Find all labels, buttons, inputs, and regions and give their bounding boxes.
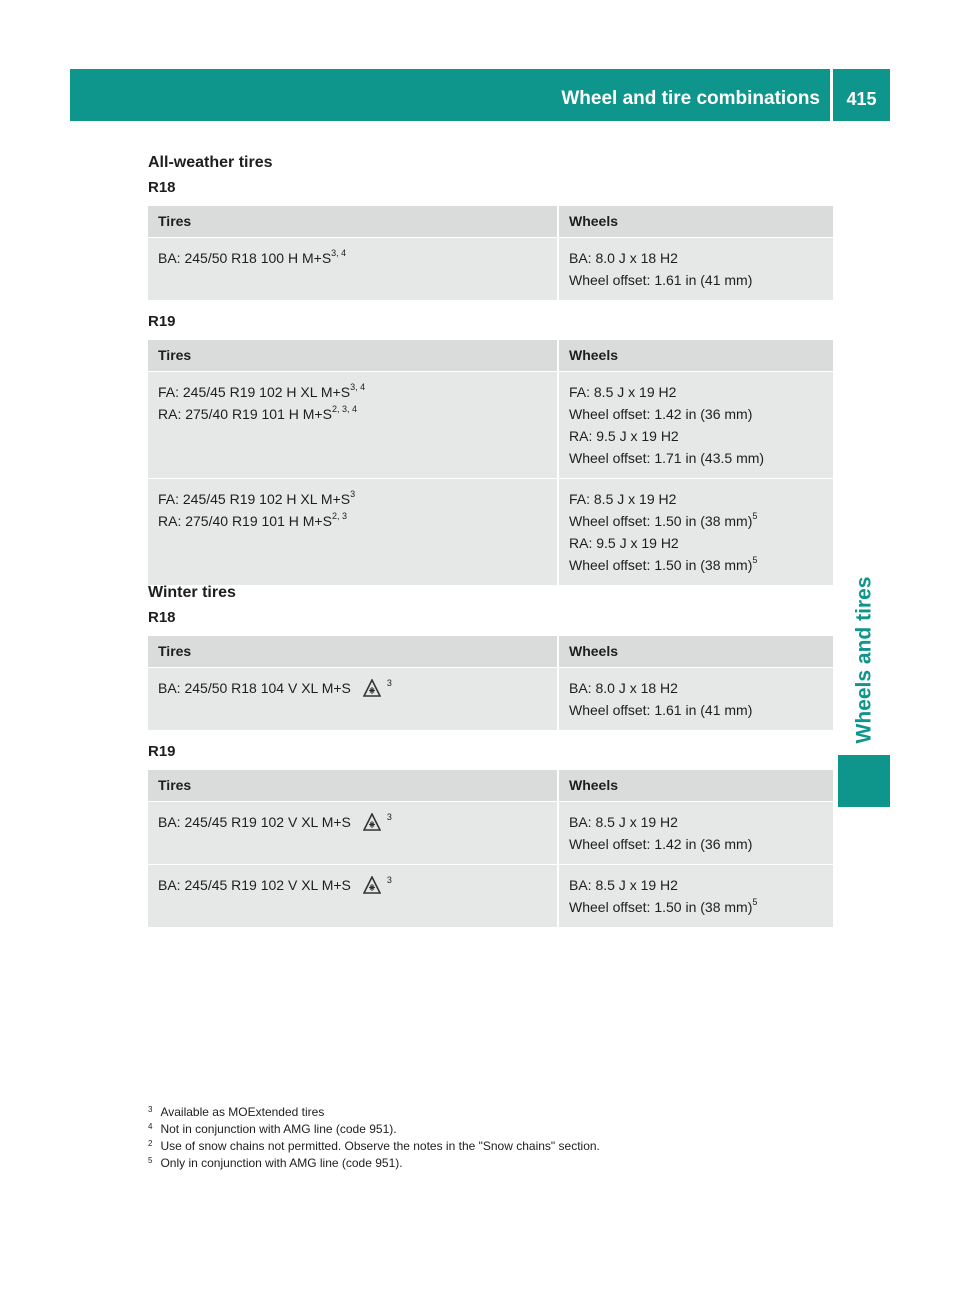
- side-tab-block: [838, 755, 890, 807]
- table-allweather-r18: [148, 206, 833, 300]
- table-header-row: [148, 636, 833, 667]
- wheel-spec: FA: 8.5 J x 19 H2: [569, 383, 677, 400]
- wheel-spec: BA: 8.0 J x 18 H2: [569, 249, 678, 266]
- snowflake-mountain-icon: [363, 813, 381, 837]
- header-title: Wheel and tire combinations: [561, 88, 820, 109]
- col-header-tires: Tires: [148, 770, 558, 801]
- tires-cell: [148, 801, 558, 864]
- subtitle-allweather-r18: R18: [148, 179, 176, 196]
- side-tab-label: [838, 560, 890, 760]
- tires-cell: [148, 237, 558, 300]
- footnote-ref: 2, 3: [331, 510, 347, 521]
- table-row: [148, 667, 833, 730]
- table-winter-r18: [148, 636, 833, 730]
- wheel-spec: BA: 8.5 J x 19 H2: [569, 876, 678, 893]
- tire-spec: FA: 245/45 R19 102 H XL M+S: [158, 490, 351, 507]
- snowflake-mountain-icon: [363, 876, 381, 900]
- col-header-wheels: Wheels: [558, 636, 833, 667]
- footnote: [148, 1104, 600, 1121]
- col-header-tires: Tires: [148, 636, 558, 667]
- side-tab-text: Wheels and tires: [852, 576, 876, 744]
- tires-cell: [148, 371, 558, 478]
- subtitle-allweather-r19: R19: [148, 313, 176, 330]
- tire-spec: BA: 245/50 R18 104 V XL M+S: [158, 679, 351, 696]
- wheel-spec: RA: 9.5 J x 19 H2: [569, 427, 679, 444]
- wheels-cell: [558, 667, 833, 730]
- footnote-ref: 3: [386, 677, 392, 688]
- col-header-wheels: Wheels: [558, 206, 833, 237]
- wheel-spec: BA: 8.0 J x 18 H2: [569, 679, 678, 696]
- tire-spec: BA: 245/50 R18 100 H M+S: [158, 249, 332, 266]
- tire-spec: BA: 245/45 R19 102 V XL M+S: [158, 876, 351, 893]
- table-header-row: [148, 770, 833, 801]
- wheel-spec: BA: 8.5 J x 19 H2: [569, 813, 678, 830]
- wheel-spec: RA: 9.5 J x 19 H2: [569, 534, 679, 551]
- col-header-wheels: Wheels: [558, 340, 833, 371]
- header-bar: [70, 69, 890, 121]
- table-row: [148, 371, 833, 478]
- footnote: [148, 1121, 600, 1138]
- footnote-ref: 2, 3, 4: [331, 403, 357, 414]
- footnote-ref: 3, 4: [331, 247, 347, 258]
- table-header-row: [148, 340, 833, 371]
- footnote-text: Not in conjunction with AMG line (code 951).: [160, 1122, 397, 1136]
- wheels-cell: [558, 801, 833, 864]
- tire-spec: BA: 245/45 R19 102 V XL M+S: [158, 813, 351, 830]
- footnote-text: Available as MOExtended tires: [160, 1105, 325, 1119]
- footnote-number: 2: [148, 1139, 153, 1148]
- section-title-winter: Winter tires: [148, 584, 236, 601]
- footnote-number: 4: [148, 1122, 153, 1131]
- table-row: [148, 801, 833, 864]
- subtitle-winter-r19: R19: [148, 743, 176, 760]
- footnote: [148, 1138, 600, 1155]
- tires-cell: [148, 864, 558, 927]
- footnote-number: 3: [148, 1105, 153, 1114]
- subtitle-winter-r18: R18: [148, 609, 176, 626]
- table-row: [148, 478, 833, 585]
- wheel-offset: Wheel offset: 1.42 in (36 mm): [569, 405, 753, 422]
- footnote-ref: 5: [752, 554, 758, 565]
- tire-spec: RA: 275/40 R19 101 H M+S: [158, 512, 332, 529]
- footnote-ref: 3: [350, 488, 356, 499]
- footnote-ref: 3, 4: [350, 381, 366, 392]
- footnotes: [148, 1104, 600, 1172]
- table-header-row: [148, 206, 833, 237]
- table-allweather-r19: [148, 340, 833, 585]
- col-header-tires: Tires: [148, 206, 558, 237]
- footnote-text: Only in conjunction with AMG line (code 951).: [160, 1156, 403, 1170]
- section-title-allweather: All-weather tires: [148, 154, 273, 171]
- wheels-cell: [558, 864, 833, 927]
- wheel-offset: Wheel offset: 1.71 in (43.5 mm): [569, 449, 765, 466]
- page-number: 415: [846, 89, 877, 109]
- snowflake-mountain-icon: [363, 679, 381, 703]
- tire-spec: FA: 245/45 R19 102 H XL M+S: [158, 383, 351, 400]
- wheel-offset: Wheel offset: 1.50 in (38 mm): [569, 898, 753, 915]
- wheels-cell: [558, 237, 833, 300]
- footnote-ref: 5: [752, 896, 758, 907]
- table-row: [148, 864, 833, 927]
- footnote-ref: 3: [386, 874, 392, 885]
- tire-spec: RA: 275/40 R19 101 H M+S: [158, 405, 332, 422]
- col-header-wheels: Wheels: [558, 770, 833, 801]
- wheels-cell: [558, 478, 833, 585]
- table-winter-r19: [148, 770, 833, 927]
- footnote: [148, 1155, 600, 1172]
- wheel-offset: Wheel offset: 1.50 in (38 mm): [569, 556, 753, 573]
- tires-cell: [148, 667, 558, 730]
- wheel-offset: Wheel offset: 1.61 in (41 mm): [569, 271, 753, 288]
- wheel-offset: Wheel offset: 1.50 in (38 mm): [569, 512, 753, 529]
- footnote-ref: 5: [752, 510, 758, 521]
- wheel-offset: Wheel offset: 1.61 in (41 mm): [569, 701, 753, 718]
- footnote-number: 5: [148, 1156, 153, 1165]
- wheels-cell: [558, 371, 833, 478]
- col-header-tires: Tires: [148, 340, 558, 371]
- footnote-ref: 3: [386, 811, 392, 822]
- footnote-text: Use of snow chains not permitted. Observe the notes in the "Snow chains" section.: [160, 1139, 600, 1153]
- wheel-spec: FA: 8.5 J x 19 H2: [569, 490, 677, 507]
- tires-cell: [148, 478, 558, 585]
- table-row: [148, 237, 833, 300]
- wheel-offset: Wheel offset: 1.42 in (36 mm): [569, 835, 753, 852]
